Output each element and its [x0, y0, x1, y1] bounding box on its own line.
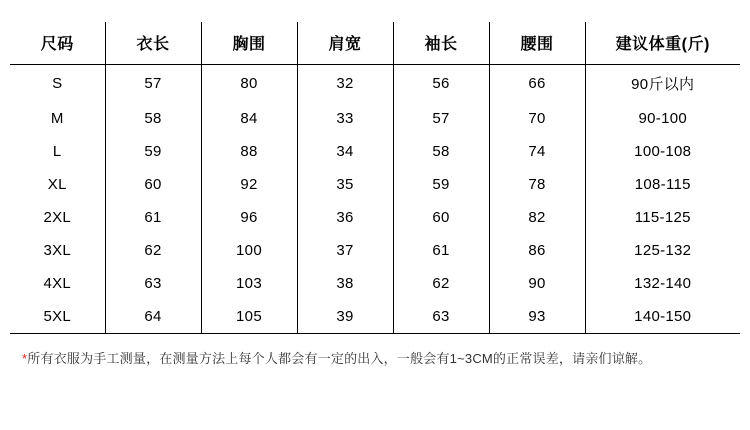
cell-waist: 93	[489, 300, 585, 334]
cell-sleeve: 58	[393, 135, 489, 168]
cell-shoulder: 32	[297, 65, 393, 103]
cell-waist: 66	[489, 65, 585, 103]
cell-length: 61	[105, 201, 201, 234]
table-row	[10, 267, 740, 300]
column-header-weight: 建议体重(斤)	[585, 22, 740, 65]
cell-waist: 78	[489, 168, 585, 201]
cell-weight: 140-150	[585, 300, 740, 334]
cell-bust: 96	[201, 201, 297, 234]
cell-size: M	[10, 102, 105, 135]
cell-weight: 115-125	[634, 209, 691, 226]
table-row	[10, 135, 740, 168]
table-header	[10, 22, 740, 65]
cell-sleeve: 59	[393, 168, 489, 201]
cell-waist: 86	[489, 234, 585, 267]
cell-size: L	[10, 135, 105, 168]
cell-waist: 74	[489, 135, 585, 168]
cell-bust: 92	[201, 168, 297, 201]
cell-size: S	[10, 65, 105, 103]
cell-bust: 80	[201, 65, 297, 103]
table-row	[10, 300, 740, 334]
cell-shoulder: 38	[297, 267, 393, 300]
measurement-disclaimer	[10, 348, 740, 367]
cell-waist: 90	[489, 267, 585, 300]
cell-weight: 132-140	[634, 275, 692, 292]
cell-bust: 103	[201, 267, 297, 300]
size-table	[10, 22, 740, 334]
cell-bust: 84	[201, 102, 297, 135]
cell-shoulder: 39	[297, 300, 393, 334]
cell-length: 59	[105, 135, 201, 168]
table-body	[10, 65, 740, 334]
column-header-size: 尺码	[10, 22, 105, 65]
cell-size: 3XL	[10, 234, 105, 267]
cell-waist: 70	[489, 102, 585, 135]
cell-sleeve: 63	[393, 300, 489, 334]
cell-bust: 105	[201, 300, 297, 334]
table-row	[10, 234, 740, 267]
column-header-shoulder: 肩宽	[297, 22, 393, 65]
table-row	[10, 102, 740, 135]
column-header-waist: 腰围	[489, 22, 585, 65]
cell-weight: 108-115	[634, 176, 691, 193]
cell-sleeve: 62	[393, 267, 489, 300]
column-header-sleeve: 袖长	[393, 22, 489, 65]
cell-weight: 125-132	[634, 242, 692, 259]
cell-size: 4XL	[10, 267, 105, 300]
column-header-bust: 胸围	[201, 22, 297, 65]
cell-weight: 90斤以内	[631, 76, 695, 93]
column-header-length: 衣长	[105, 22, 201, 65]
cell-size: XL	[10, 168, 105, 201]
cell-weight: 90-100	[638, 110, 687, 127]
cell-shoulder: 35	[297, 168, 393, 201]
cell-length: 62	[105, 234, 201, 267]
table-row	[10, 168, 740, 201]
cell-waist: 82	[489, 201, 585, 234]
asterisk-icon: *	[22, 351, 28, 366]
cell-length: 57	[105, 65, 201, 103]
table-row	[10, 201, 740, 234]
cell-shoulder: 36	[297, 201, 393, 234]
cell-weight: 100-108	[634, 143, 692, 160]
cell-sleeve: 56	[393, 65, 489, 103]
cell-size: 5XL	[10, 300, 105, 334]
cell-length: 60	[105, 168, 201, 201]
cell-length: 58	[105, 102, 201, 135]
table-row	[10, 65, 740, 103]
cell-shoulder: 37	[297, 234, 393, 267]
cell-size: 2XL	[10, 201, 105, 234]
cell-sleeve: 60	[393, 201, 489, 234]
measurement-disclaimer-text: 所有衣服为手工测量，在测量方法上每个人都会有一定的出入，一般会有1~3CM的正常误差，请亲们谅解。	[27, 351, 652, 366]
cell-bust: 88	[201, 135, 297, 168]
cell-bust: 100	[201, 234, 297, 267]
cell-length: 64	[105, 300, 201, 334]
cell-shoulder: 34	[297, 135, 393, 168]
cell-shoulder: 33	[297, 102, 393, 135]
table-header-row	[10, 22, 740, 65]
cell-length: 63	[105, 267, 201, 300]
cell-sleeve: 57	[393, 102, 489, 135]
cell-sleeve: 61	[393, 234, 489, 267]
